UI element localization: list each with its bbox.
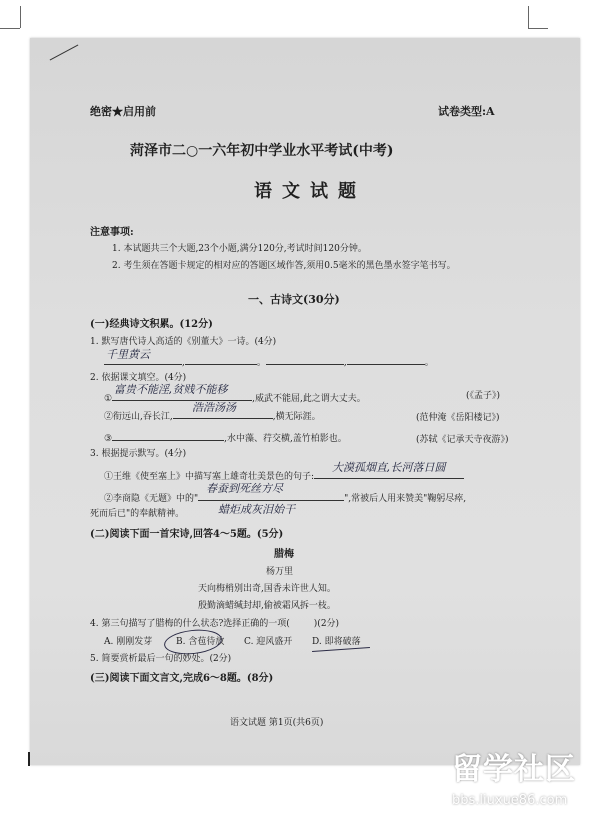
crop-mark-left-v <box>20 6 21 28</box>
poem-line-2: 殷勤滴蜡缄封却,偷被霜风拆一枝。 <box>198 601 336 611</box>
q3-line3-handwriting: 蜡炬成灰泪始干 <box>218 503 295 516</box>
q2-line2-handwriting: 浩浩汤汤 <box>192 401 236 414</box>
q3-line2-handwriting: 春蚕到死丝方尽 <box>206 482 283 495</box>
q2-line2-source: (范仲淹《岳阳楼记》) <box>416 413 500 423</box>
q4-option-d: D. 即将破落 <box>312 637 361 647</box>
q2-prompt: 2. 依据课文填空。(4分) <box>90 373 187 383</box>
q3-line2-text-b: ",常被后人用来赞美"鞠躬尽瘁, <box>344 494 467 504</box>
q2-line1-handwriting: 富贵不能淫,贫贱不能移 <box>114 383 228 396</box>
q2-line1-text: ,威武不能屈,此之谓大丈夫。 <box>252 394 366 404</box>
answer-circle-mark <box>163 627 223 657</box>
q1-answer-line: , 。 , 。 <box>104 356 434 368</box>
q2-line2-text-b: ,横无际涯。 <box>272 412 321 422</box>
q1-prompt: 1. 默写唐代诗人高适的《别董大》一诗。(4分) <box>90 337 277 347</box>
exam-paper <box>30 38 580 765</box>
scan-edge-mark <box>28 752 30 766</box>
part1-heading: (一)经典诗文积累。(12分) <box>90 319 213 330</box>
q4-option-c: C. 迎风盛开 <box>244 637 293 647</box>
note-item-1: 1. 本试题共三个大题,23个小题,满分120分,考试时间120分钟。 <box>112 244 367 254</box>
watermark-brand: 留学社区 <box>452 752 576 787</box>
q4-prompt-text: 4. 第三句描写了腊梅的什么状态?选择正确的一项( <box>90 619 290 629</box>
poem-line-1: 天向梅梢别出奇,国香未许世人知。 <box>198 584 336 594</box>
q4-prompt <box>90 620 339 629</box>
crop-mark-right-v <box>528 6 529 28</box>
q3-line1-handwriting: 大漠孤烟直,长河落日圆 <box>332 461 446 474</box>
section1-title: 一、古诗文(30分) <box>248 293 340 306</box>
exam-title: 菏泽市二○一六年初中学业水平考试(中考) <box>130 143 394 159</box>
q2-line3-source: (苏轼《记承天寺夜游》) <box>416 435 509 445</box>
q3-line2-text-a: ②李商隐《无题》中的" <box>104 494 199 504</box>
part3-heading: (三)阅读下面文言文,完成6～8题。(8分) <box>90 673 274 684</box>
crop-mark-right-h <box>528 28 548 29</box>
part2-heading: (二)阅读下面一首宋诗,回答4～5题。(5分) <box>90 529 284 540</box>
q4-prompt-end: )(2分) <box>313 619 340 629</box>
underline-mark <box>312 647 370 652</box>
note-item-2: 2. 考生须在答题卡规定的相对应的答题区域作答,须用0.5毫米的黑色墨水签字笔书写。 <box>112 261 456 271</box>
poem-author: 杨万里 <box>266 567 294 577</box>
q4-option-b: B. 含苞待放 <box>176 637 225 647</box>
crop-mark-left-h <box>0 28 20 29</box>
q2-line2-text-a: ②衔远山,吞长江, <box>104 412 173 422</box>
notes-heading: 注意事项: <box>90 227 134 238</box>
q2-line3-num: ③ <box>104 434 113 444</box>
paper-type-label: 试卷类型:A <box>438 105 495 118</box>
q1-handwriting: 千里黄云 <box>106 348 150 361</box>
q3-line3: 死而后已"的奉献精神。 <box>90 509 185 519</box>
q2-line3 <box>104 432 347 444</box>
q5-prompt: 5. 简要赏析最后一句的妙处。(2分) <box>90 654 232 664</box>
confidential-label: 绝密★启用前 <box>90 105 156 118</box>
pen-stroke-mark <box>50 45 79 61</box>
q3-line1-text: ①王维《使至塞上》中描写塞上雄奇壮美景色的句子: <box>104 472 315 482</box>
subject-title: 语文试题 <box>254 181 366 202</box>
q2-line3-text: ,水中藻、荇交横,盖竹柏影也。 <box>224 434 347 444</box>
page-footer: 语文试题 第1页(共6页) <box>230 718 324 728</box>
q3-prompt: 3. 根据提示默写。(4分) <box>90 449 187 459</box>
q1-end-mark: 。 <box>424 358 434 368</box>
poem-title: 腊梅 <box>274 549 294 560</box>
q2-line1-source: (《孟子》) <box>466 391 501 401</box>
q2-line1-num: ① <box>104 394 113 404</box>
q4-option-a: A. 刚刚发芽 <box>104 637 153 647</box>
watermark-url: bbs.liuxue86.com <box>452 793 568 808</box>
